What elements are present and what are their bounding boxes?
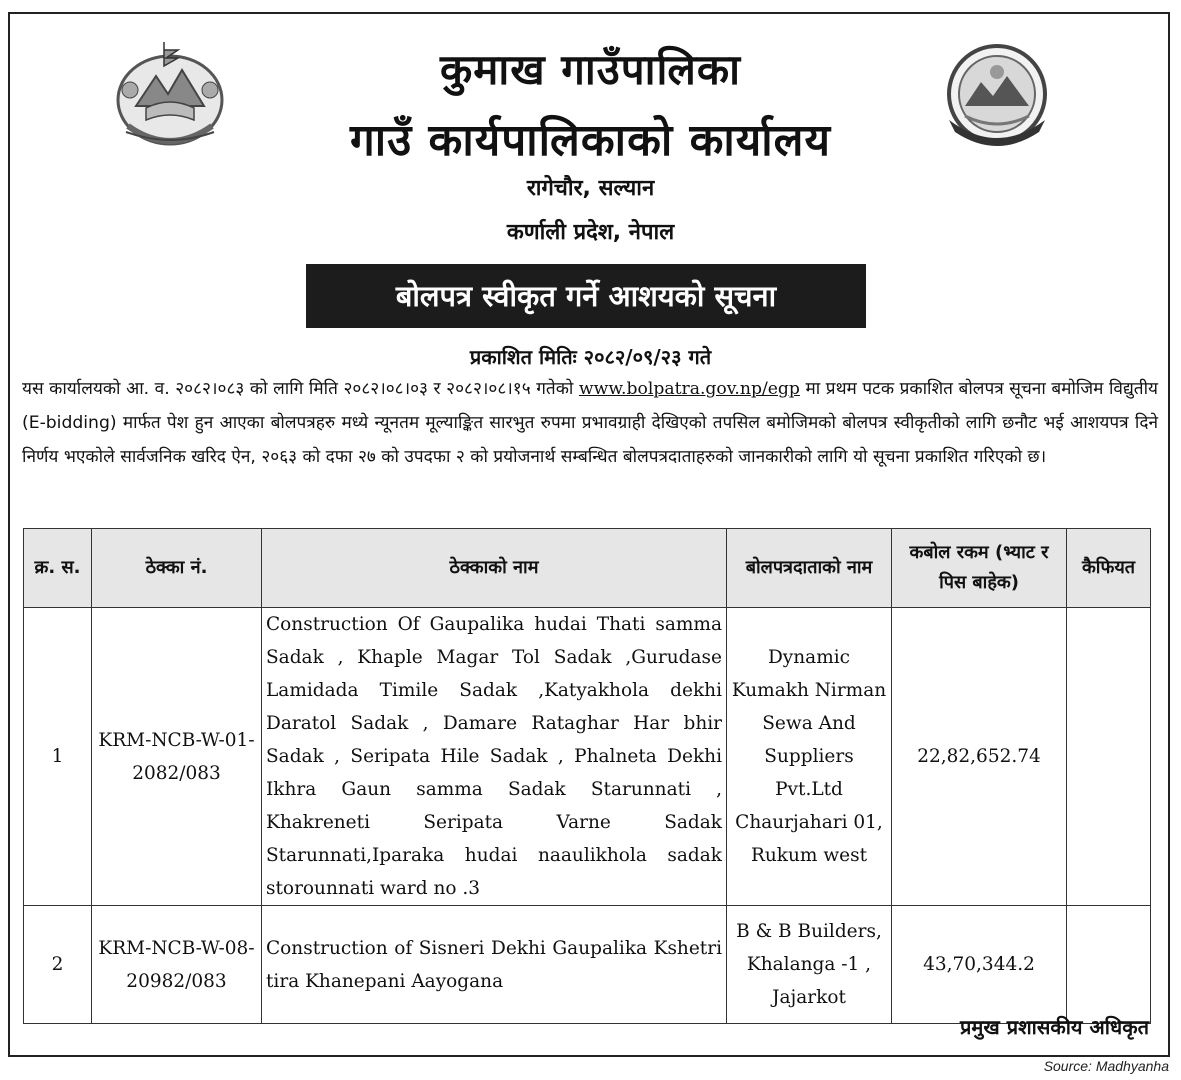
address-line-2: कर्णाली प्रदेश, नेपाल	[506, 220, 675, 245]
notice-body-end: मा प्रथम पटक प्रकाशित बोलपत्र सूचना बमोजिम विद्युतीय (E-bidding) मार्फत पेश हुन आएका बोलपत्रहरु मध्ये न्यूनतम मूल्याङ्कित सारभुत रुपमा प्रभावग्राही देखिएको तपसिल बमोजिमको बोलपत्र स्वीकृतीको लागि छनौट भई आशयपत्र दिने निर्णय भएकोले सार्वजनिक खरिद ऐन, २०६३ को दफा २७ को उपदफा २ को प्रयोजनार्थ सम्बन्धित बोलपत्रदाताहरुको जानकारीको लागि यो सूचना प्रकाशित गरिएको छ।	[22, 379, 1158, 467]
table-header-row	[24, 529, 1151, 608]
notice-body	[22, 372, 1158, 474]
row-bidder: B & B Builders, Khalanga -1 , Jajarkot	[727, 906, 892, 1024]
row-remarks	[1067, 608, 1151, 906]
header-amount: कबोल रकम (भ्याट र पिस बाहेक)	[892, 529, 1067, 608]
header-contract-no: ठेक्का नं.	[92, 529, 262, 608]
header-contract-name: ठेक्काको नाम	[262, 529, 727, 608]
municipality-name: कुमाख गाउँपालिका	[440, 45, 741, 94]
row-bidder: Dynamic Kumakh Nirman Sewa And Suppliers Pvt.Ltd Chaurjahari 01, Rukum west	[727, 608, 892, 906]
table-row	[24, 608, 1151, 906]
header-bidder: बोलपत्रदाताको नाम	[727, 529, 892, 608]
header-remarks: कैफियत	[1067, 529, 1151, 608]
row-sn: 1	[24, 608, 92, 906]
notice-body-start: यस कार्यालयको आ. व. २०८२।०८३ को लागि मिति २०८२।०८।०३ र २०८२।०८।१५ गतेको	[22, 379, 579, 399]
row-amount: 22,82,652.74	[892, 608, 1067, 906]
notice-title: बोलपत्र स्वीकृत गर्ने आशयको सूचना	[306, 264, 866, 328]
header-sn: क्र. स.	[24, 529, 92, 608]
row-contract-no: KRM-NCB-W-08-20982/083	[92, 906, 262, 1024]
published-date: प्रकाशित मितिः २०८२/०९/२३ गते	[469, 345, 712, 369]
bolpatra-link[interactable]: www.bolpatra.gov.np/egp	[578, 379, 800, 399]
row-contract-no: KRM-NCB-W-01-2082/083	[92, 608, 262, 906]
row-sn: 2	[24, 906, 92, 1024]
row-contract-name: Construction Of Gaupalika hudai Thati samma Sadak , Khaple Magar Tol Sadak ,Gurudase Lamidada Timile Sadak ,Katyakhola dekhi Daratol Sadak , Damare Rataghar Har bhir Sadak , Seripata Hile Sadak , Phalneta Dekhi Ikhra Gaun samma Sadak Starunnati , Khakreneti Seripata Varne Sadak Starunnati,Iparaka hudai naaulikhola sadak storounnati ward no .3	[262, 608, 727, 906]
row-amount: 43,70,344.2	[892, 906, 1067, 1024]
bid-table	[23, 528, 1151, 1024]
address-line-1: रागेचौर, सल्यान	[526, 176, 655, 201]
office-name: गाउँ कार्यपालिकाको कार्यालय	[349, 115, 832, 166]
source-credit: Source: Madhyanha	[1043, 1058, 1169, 1074]
table-row	[24, 906, 1151, 1024]
signatory: प्रमुख प्रशासकीय अधिकृत	[960, 1015, 1149, 1039]
row-remarks	[1067, 906, 1151, 1024]
row-contract-name: Construction of Sisneri Dekhi Gaupalika Kshetri tira Khanepani Aayogana	[262, 906, 727, 1024]
